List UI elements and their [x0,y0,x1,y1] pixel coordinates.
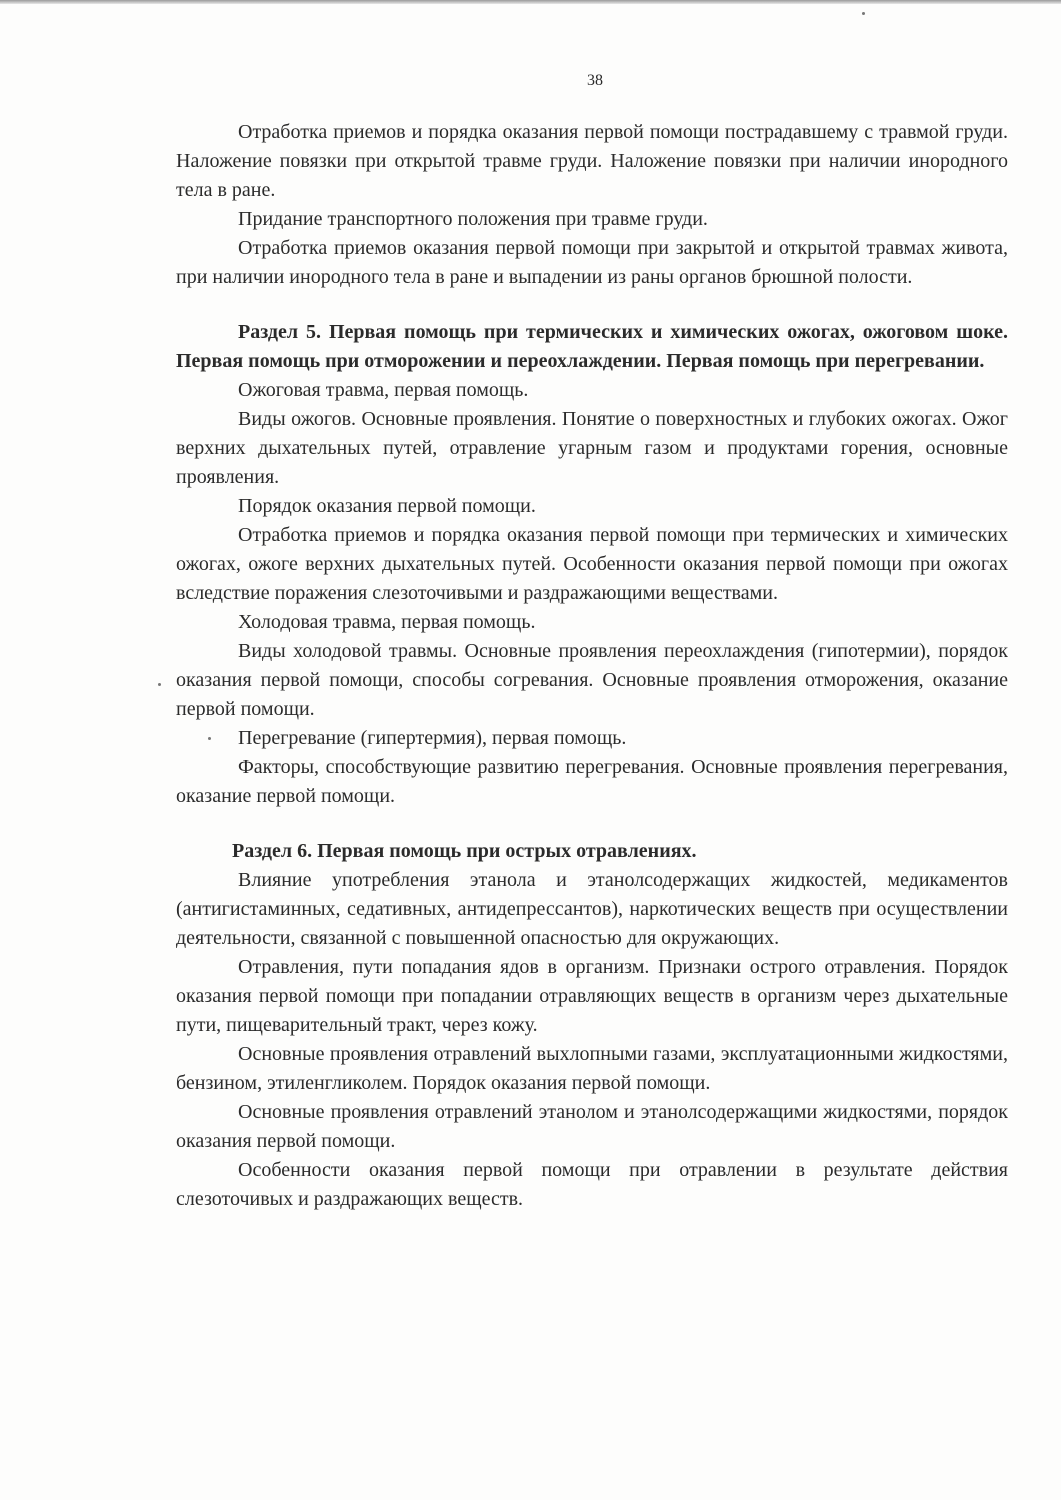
paragraph: Порядок оказания первой помощи. [238,495,536,517]
paragraph: Придание транспортного положения при травме груди. [238,208,708,230]
paragraph: Основные проявления отравлений выхлопными газами, эксплуатационными жидкостями, бензином, этиленгликолем. Порядок оказания первой помощи. [176,1043,1008,1094]
section-spacer [176,292,1008,318]
paragraph: Факторы, способствующие развитию перегревания. Основные проявления перегревания, оказание первой помощи. [176,756,1008,807]
section-6-heading: Раздел 6. Первая помощь при острых отравлениях. [232,840,697,862]
section-spacer [176,811,1008,837]
section-5-heading: Раздел 5. Первая помощь при термических и химических ожогах, ожоговом шоке. Первая помощь при отморожении и переохлаждении. Первая помощь при перегревании. [176,321,1008,372]
paragraph: Отравления, пути попадания ядов в организм. Признаки острого отравления. Порядок оказания первой помощи при попадании отравляющих веществ в организм через дыхательные пути, пищеварительный тракт, через кожу. [176,956,1008,1036]
paragraph: Основные проявления отравлений этанолом и этанолсодержащими жидкостями, порядок оказания первой помощи. [176,1101,1008,1152]
paragraph: Холодовая травма, первая помощь. [238,611,536,633]
paragraph: Отработка приемов оказания первой помощи при закрытой и открытой травмах живота, при наличии инородного тела в ране и выпадении из раны органов брюшной полости. [176,237,1008,288]
scan-top-edge [0,0,1061,4]
paragraph: Отработка приемов и порядка оказания первой помощи пострадавшему с травмой груди. Наложение повязки при открытой травме груди. Наложение повязки при наличии инородного тела в ране. [176,121,1008,201]
paragraph: Перегревание (гипертермия), первая помощь. [238,727,627,749]
paragraph: Особенности оказания первой помощи при отравлении в результате действия слезоточивых и раздражающих веществ. [176,1159,1008,1210]
paragraph: Ожоговая травма, первая помощь. [238,379,529,401]
page-body [176,118,1008,1214]
paragraph: Отработка приемов и порядка оказания первой помощи при термических и химических ожогах, ожоге верхних дыхательных путей. Особенности оказания первой помощи при ожогах вследствие поражения слезоточивыми и раздражающими веществами. [176,524,1008,604]
paragraph: Виды холодовой травмы. Основные проявления переохлаждения (гипотермии), порядок оказания первой помощи, способы согревания. Основные проявления отморожения, оказание первой помощи. [176,640,1008,720]
scan-speck [862,12,865,15]
scan-speck [208,737,211,740]
paragraph: Виды ожогов. Основные проявления. Понятие о поверхностных и глубоких ожогах. Ожог верхних дыхательных путей, отравление угарным газом и продуктами горения, основные проявления. [176,408,1008,488]
scan-speck [158,683,161,686]
paragraph: Влияние употребления этанола и этанолсодержащих жидкостей, медикаментов (антигистаминных, седативных, антидепрессантов), наркотических веществ при осуществлении деятельности, связанной с повышенной опасностью для окружающих. [176,869,1008,949]
page-number: 38 [587,72,603,89]
